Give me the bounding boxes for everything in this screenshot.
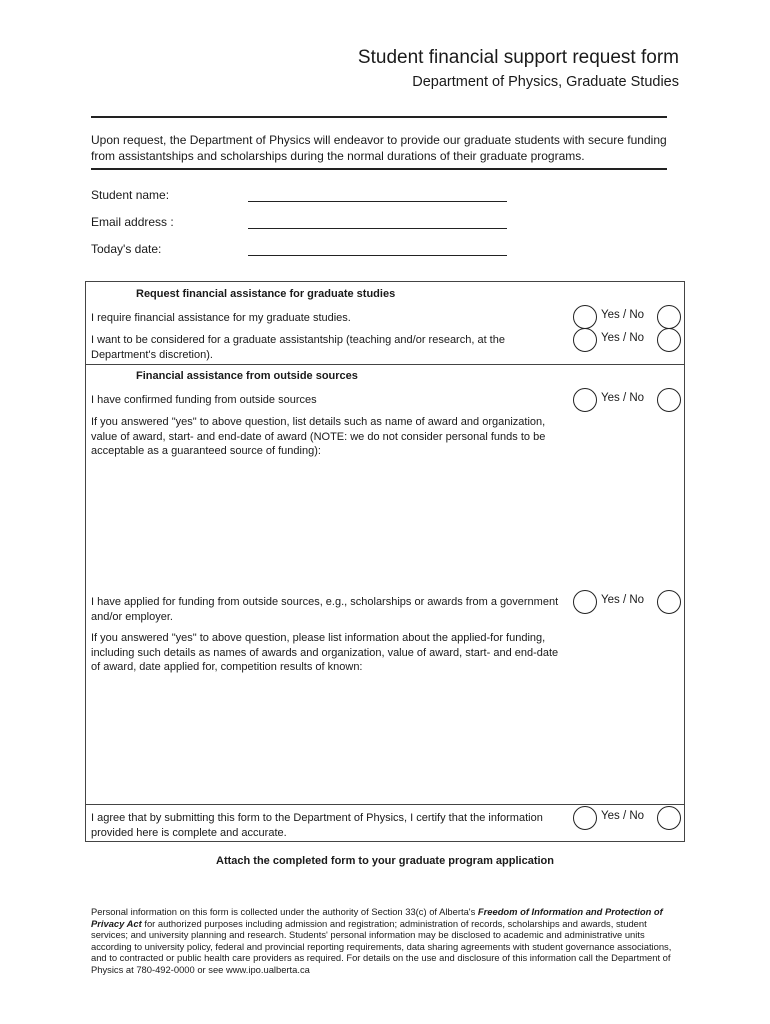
yes-radio[interactable] [573, 388, 597, 412]
yes-no-label: Yes / No [601, 594, 645, 606]
attach-note: Attach the completed form to your graduate program application [216, 855, 554, 867]
yes-radio[interactable] [573, 590, 597, 614]
email-label: Email address : [91, 215, 174, 229]
question-applied-funding: I have applied for funding from outside sources, e.g., scholarships or awards from a government and/or employer. [91, 596, 559, 623]
yes-no-label: Yes / No [601, 392, 645, 404]
section-heading-outside: Financial assistance from outside sources [136, 370, 358, 382]
yes-no-label: Yes / No [601, 332, 645, 344]
section-heading-request: Request financial assistance for graduate studies [136, 288, 396, 300]
yes-no-assistantship [573, 328, 683, 352]
no-radio[interactable] [657, 388, 681, 412]
no-radio[interactable] [657, 328, 681, 352]
date-field[interactable] [248, 255, 507, 256]
no-radio[interactable] [657, 590, 681, 614]
email-field[interactable] [248, 228, 507, 229]
yes-no-confirmed-funding [573, 388, 683, 412]
yes-radio[interactable] [573, 806, 597, 830]
section-divider [85, 364, 685, 365]
yes-no-label: Yes / No [601, 309, 645, 321]
privacy-text-1: Personal information on this form is collected under the authority of Section 33(c) of Alberta's [91, 906, 478, 917]
applied-funding-details-area[interactable] [91, 677, 676, 799]
applied-funding-instructions: If you answered "yes" to above question, please list information about the applied-for funding, including such details as names of awards and organization, value of award, start- and end-date of award, date applied for, competition results of known: [91, 632, 559, 673]
yes-radio[interactable] [573, 328, 597, 352]
yes-no-agreement [573, 806, 683, 830]
agreement-statement: I agree that by submitting this form to the Department of Physics, I certify that the information provided here is complete and accurate. [91, 812, 543, 839]
header-rule [91, 116, 667, 118]
intro-text: Upon request, the Department of Physics will endeavor to provide our graduate students with secure funding from assistantships and scholarships during the normal durations of their graduate programs. [91, 133, 667, 163]
question-confirmed-funding: I have confirmed funding from outside sources [91, 394, 317, 406]
question-assistantship: I want to be considered for a graduate assistantship (teaching and/or research, at the Department's discretion). [91, 334, 505, 361]
yes-no-applied-funding [573, 590, 683, 614]
agreement-divider [85, 804, 685, 805]
confirmed-funding-details-area[interactable] [91, 462, 676, 588]
no-radio[interactable] [657, 806, 681, 830]
date-label: Today's date: [91, 242, 162, 256]
yes-no-label: Yes / No [601, 810, 645, 822]
student-name-label: Student name: [91, 188, 170, 202]
yes-no-require-assistance [573, 305, 683, 329]
yes-radio[interactable] [573, 305, 597, 329]
form-subtitle: Department of Physics, Graduate Studies [412, 74, 679, 90]
intro-rule [91, 168, 667, 170]
no-radio[interactable] [657, 305, 681, 329]
form-title: Student financial support request form [357, 47, 679, 68]
question-require-assistance: I require financial assistance for my graduate studies. [91, 312, 351, 324]
privacy-text-2: for authorized purposes including admission and registration; administration of records, scholarships and awards, student services; and university planning and research. Students' personal information may be disclosed to academic and administrative units according to university policy, federal and provincial reporting requirements, data sharing agreements with student governance associations, and to contracted or public health care providers as required. For details on the use and disclosure of this information call the Department of Physics at 780-492-0000 or see www.ipo.ualberta.ca [91, 917, 672, 975]
student-name-field[interactable] [248, 201, 507, 202]
privacy-notice [91, 906, 686, 976]
confirmed-funding-instructions: If you answered "yes" to above question, list details such as name of award and organization, value of award, start- and end-date of award (NOTE: we do not consider personal funds to be acceptable as a guaranteed source of funding): [91, 416, 546, 457]
privacy-act-name: Freedom of Information and Protection of Privacy Act [91, 906, 663, 929]
